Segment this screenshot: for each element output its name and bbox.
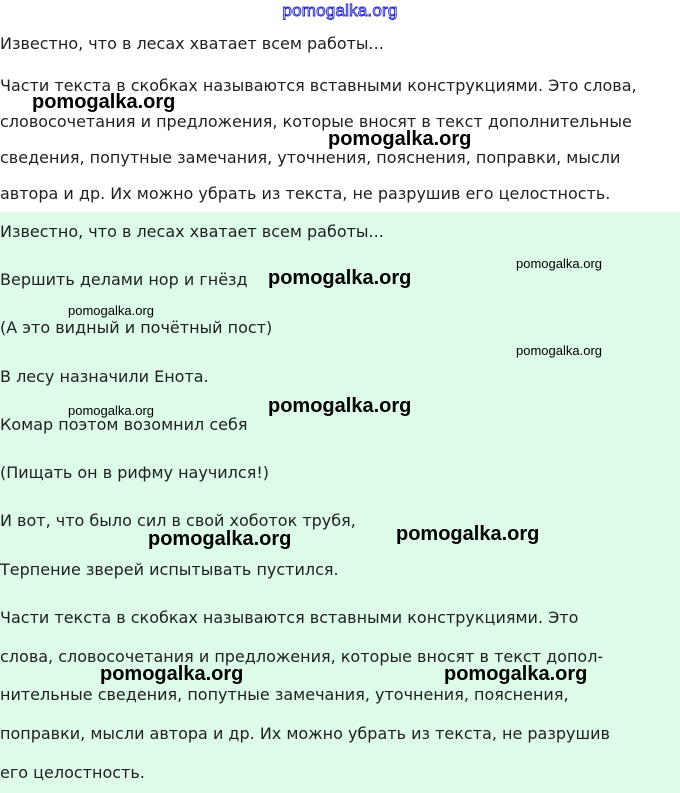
poem-line: (А это видный и почётный пост) <box>0 318 273 337</box>
question-line: Известно, что в лесах хватает всем работы... <box>0 34 384 53</box>
watermark: pomogalka.org <box>444 663 588 685</box>
watermark: pomogalka.org <box>100 663 244 685</box>
poem-line: Терпение зверей испытывать пустился. <box>0 560 339 579</box>
explanation-line: поправки, мысли автора и др. Их можно убрать из текста, не разрушив <box>0 724 610 743</box>
poem-line: Вершить делами нор и гнёзд <box>0 270 248 289</box>
poem-line: (Пищать он в рифму научился!) <box>0 463 269 482</box>
watermark: pomogalka.org <box>396 523 540 545</box>
watermark: pomogalka.org <box>32 91 176 113</box>
explanation-line: нительные сведения, попутные замечания, уточнения, пояснения, <box>0 685 569 704</box>
explanation-line: его целостность. <box>0 763 145 782</box>
watermark: pomogalka.org <box>148 528 292 550</box>
watermark: pomogalka.org <box>516 343 602 358</box>
explanation-line: слова, словосочетания и предложения, которые вносят в текст допол- <box>0 647 604 666</box>
question-line: автора и др. Их можно убрать из текста, не разрушив его целостность. <box>0 184 611 203</box>
watermark: pomogalka.org <box>516 256 602 271</box>
poem-line: В лесу назначили Енота. <box>0 367 209 386</box>
answer-block <box>0 212 680 793</box>
poem-line: Комар поэтом возомнил себя <box>0 415 248 434</box>
question-line: сведения, попутные замечания, уточнения, пояснения, поправки, мысли <box>0 148 621 167</box>
watermark: pomogalka.org <box>68 303 154 318</box>
watermark: pomogalka.org <box>268 395 412 417</box>
poem-line: Известно, что в лесах хватает всем работы... <box>0 222 384 241</box>
question-block <box>0 30 680 212</box>
watermark: pomogalka.org <box>328 128 472 150</box>
poem-line: И вот, что было сил в свой хоботок трубя, <box>0 511 356 530</box>
question-line: словосочетания и предложения, которые вносят в текст дополнительные <box>0 112 632 131</box>
site-logo[interactable]: pomogalka.org <box>282 1 398 20</box>
watermark: pomogalka.org <box>268 267 412 289</box>
question-line: Части текста в скобках называются вставными конструкциями. Это слова, <box>0 76 637 95</box>
watermark: pomogalka.org <box>68 403 154 418</box>
explanation-line: Части текста в скобках называются вставными конструкциями. Это <box>0 608 579 627</box>
